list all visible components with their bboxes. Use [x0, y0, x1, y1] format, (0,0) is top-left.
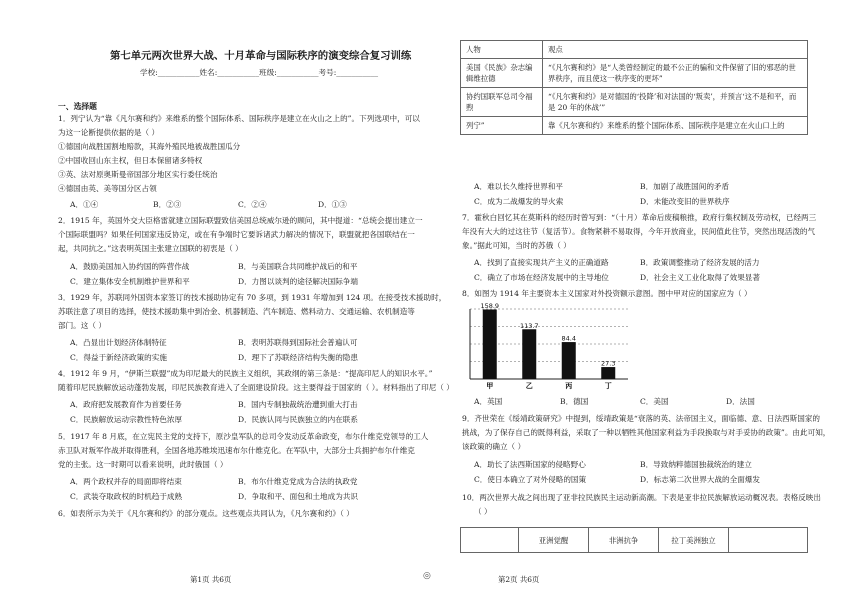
table-row — [461, 88, 808, 117]
q6-option-d[interactable]: D．未能改变旧的世界秩序 — [640, 197, 730, 206]
table-cell-asia: 亚洲觉醒 — [519, 528, 589, 553]
chart-category-label: 乙 — [525, 381, 533, 390]
chart-data-label: 113.7 — [519, 321, 539, 330]
chart-bar — [522, 329, 536, 379]
q1-option-b[interactable]: B．②③ — [153, 200, 182, 209]
q10-line1: 10．两次世界大战之间出现了亚非拉民族民主运动新高潮。下表是亚非拉民族解放运动概况表。表格反映出 — [462, 493, 821, 502]
chart-bar — [483, 309, 497, 379]
q1-statement-2: ②中国收回山东主权，但日本保留诸多特权 — [58, 156, 203, 165]
q7-option-a[interactable]: A．找到了直接实现共产主义的正确道路 — [474, 258, 609, 267]
q1-statement-4: ④德国由英、美等国分区占领 — [58, 184, 157, 193]
section-heading: 一、选择题 — [58, 102, 97, 111]
page-title: 第七单元两次世界大战、十月革命与国际秩序的演变综合复习训练 — [110, 50, 412, 62]
q3-line2: 苏联注意了项目的选择，使技术援助集中到冶金、机器制造、汽车制造、燃料动力、交通运输、农机制造等 — [58, 307, 415, 316]
page-number-left: 第1页 共6页 — [190, 575, 232, 584]
q9-line2: 挑战，为了保存自己的既得利益，采取了一种以牺牲其他国家利益为手段换取与对手妥协的政策”。由此可知， — [462, 428, 831, 437]
binding-mark-icon: ◎ — [423, 571, 431, 581]
q8-line1: 8．如图为 1914 年主要资本主义国家对外投资额示意图。图中甲对应的国家应为（ ） — [462, 289, 752, 298]
chart-bar — [562, 342, 576, 379]
table-cell-empty — [729, 528, 808, 553]
q4-line2: 随着印尼民族解放运动蓬勃发展，印尼民族教育进入了全面建设阶段。这主要得益于国家的（ ）。材料指出了印尼（ ） — [58, 383, 454, 392]
q2-option-c[interactable]: C．建立集体安全机制维护世界和平 — [70, 277, 190, 286]
table-cell-view: “《凡尔赛和约》是对德国的‘投降’和对法国的‘叛卖’，并预言‘这不是和平，而是 20 年的休战’” — [543, 88, 808, 117]
q7-line3: 象。”据此可知，当时的苏俄（ ） — [462, 241, 571, 250]
q9-option-b[interactable]: B．导致纳粹德国独裁统治的建立 — [640, 460, 752, 469]
q1-option-d[interactable]: D．①③ — [318, 200, 347, 209]
q6-option-b[interactable]: B．加剧了战胜国间的矛盾 — [640, 182, 730, 191]
table-cell-view: “《凡尔赛和约》是“人类曾经制定的最不公正的骗和文件保留了旧的邪恶的世界秩序，而且使这一秩序变的更坏” — [543, 59, 808, 88]
q8-option-c[interactable]: C．美国 — [640, 397, 669, 406]
table-cell-africa: 非洲抗争 — [589, 528, 659, 553]
q9-option-c[interactable]: C．使日本确立了对外侵略的国策 — [474, 475, 587, 484]
q2-line3: 起，共同抗之。”这表明英国主张建立国联的初衷是（ ） — [58, 244, 243, 253]
table-row — [461, 59, 808, 88]
table-cell-person: 协约国联军总司令福煦 — [461, 88, 543, 117]
q8-option-a[interactable]: A．英国 — [474, 397, 503, 406]
investment-bar-chart — [456, 303, 636, 391]
q2-line2: 个国际联盟吗？如果任何国家违反协定，或在有争端时它要诉诸武力解决的情况下，联盟就把各国联结在一 — [58, 230, 415, 239]
q5-line2: 赤卫队对叛军作战并取得胜利，全国各地苏维埃迅速布尔什维克化。在军队中，大部分士兵拥护布尔什维克 — [58, 446, 415, 455]
page-number-right: 第2页 共6页 — [498, 575, 540, 584]
chart-data-label: 158.9 — [480, 303, 500, 310]
table-row — [461, 117, 808, 135]
viewpoints-table — [460, 40, 808, 135]
q2-option-a[interactable]: A．鼓励美国加入协约国的阵营作战 — [70, 262, 190, 271]
table-cell-person: 列宁” — [461, 117, 543, 135]
q4-option-a[interactable]: A．政府把发展教育作为首要任务 — [70, 400, 182, 409]
table-cell-view: 靠《凡尔赛和约》来维系的整个国际体系、国际秩序是建立在火山口上的 — [543, 117, 808, 135]
q7-line1: 7．霍秋白回忆其在莫斯科的经历时曾写到：“（十月）革命后废稿粮推，政府行集权制及劳动权，已经两三 — [462, 213, 817, 222]
q7-line2: 年没有大大的过这往节（复活节）。食物紧耕不易取得，今年开放商业，民间值此住节，突然出现活泼的气 — [462, 227, 816, 236]
q3-option-d[interactable]: D．理下了苏联经济结构失衡的隐患 — [238, 353, 358, 362]
q4-option-b[interactable]: B．国内专制独裁统治遭到重大打击 — [238, 400, 358, 409]
chart-data-label: 84.4 — [561, 334, 576, 343]
q5-option-a[interactable]: A．两个政权并存的局面即将结束 — [70, 477, 182, 486]
chart-category-label: 丙 — [565, 381, 573, 390]
q3-line1: 3．1929 年，苏联同外国资本家签订的技术援助协定有 70 多项，到 1931 年增加到 124 项。在接受技术援助时， — [58, 293, 447, 302]
q5-option-b[interactable]: B．布尔什维克党成为合法的执政党 — [238, 477, 358, 486]
q5-option-c[interactable]: C．武装夺取政权的时机趋于成熟 — [70, 492, 183, 501]
chart-category-label: 丁 — [604, 381, 612, 390]
q10-line2: （ ） — [474, 507, 492, 516]
q6-line1: 6．如表所示为关于《凡尔赛和约》的部分观点。这些观点共同认为，《凡尔赛和约》（ ） — [58, 509, 354, 518]
q4-option-d[interactable]: D．民族认同与民族独立的内在联系 — [238, 415, 358, 424]
q6-option-a[interactable]: A．难以长久维持世界和平 — [474, 182, 564, 191]
q1-line1: 1．列宁认为“靠《凡尔赛和约》来维系的整个国际体系、国际秩序是建立在火山之上的”。下列选项中，可以 — [58, 114, 420, 123]
q3-option-c[interactable]: C．得益于新经济政策的实施 — [70, 353, 167, 362]
q1-line2: 为这一论断提供依据的是（ ） — [58, 128, 160, 137]
table-header-person: 人物 — [461, 41, 543, 59]
movements-table — [460, 527, 808, 553]
chart-bar — [601, 367, 615, 379]
q9-line3: 该政策的确立（ ） — [462, 442, 526, 451]
q5-line3: 党的主张。这一时期可以看来说明，此时俄国（ ） — [58, 460, 228, 469]
q5-line1: 5．1917 年 8 月底，在立宪民主党的支持下，原沙皇军队的总司令发动反革命政变，布尔什维克党领导的工人 — [58, 432, 429, 441]
q7-option-c[interactable]: C．确立了市场在经济发展中的主导地位 — [474, 273, 609, 282]
table-header-row — [461, 41, 808, 59]
q8-option-b[interactable]: B．德国 — [560, 397, 589, 406]
q9-option-d[interactable]: D．标志第二次世界大战的全面爆发 — [640, 475, 760, 484]
q7-option-d[interactable]: D．社会主义工业化取得了效果显著 — [640, 273, 760, 282]
q9-option-a[interactable]: A．助长了法西斯国家的侵略野心 — [474, 460, 586, 469]
table-cell-latam: 拉丁美洲独立 — [659, 528, 729, 553]
q4-option-c[interactable]: C．民族解放运动宗教性特色浓厚 — [70, 415, 183, 424]
q1-statement-1: ①德国向战胜国割地赔款，其海外殖民地被战胜国瓜分 — [58, 142, 241, 151]
q9-line1: 9．齐世荣在《绥靖政策研究》中提到，绥靖政策是“衰落的英、法帝国主义，面临德、意、日法西斯国家的 — [462, 414, 821, 423]
table-header-view: 观点 — [543, 41, 808, 59]
q3-line3: 部门。这（ ） — [58, 321, 106, 330]
chart-data-label: 27.3 — [601, 359, 616, 368]
q4-line1: 4．1912 年 9 月，“伊斯兰联盟”成为印尼最大的民族主义组织，其政纲的第三条是：“提高印尼人的知识水平。” — [58, 369, 433, 378]
q3-option-a[interactable]: A．凸显出计划经济体制特征 — [70, 338, 167, 347]
q1-option-a[interactable]: A．①④ — [70, 200, 99, 209]
q1-statement-3: ③英、法对原奥斯曼帝国部分地区实行委任统治 — [58, 170, 218, 179]
q2-option-d[interactable]: D．力图以谈判的途径解决国际争端 — [238, 277, 358, 286]
table-cell-person: 美国《民族》杂志编辑维拉德 — [461, 59, 543, 88]
q2-line1: 2．1915 年，英国外交大臣格雷就建立国际联盟致信美国总统威尔逊的顾问，其中提道：“总统会提出建立一 — [58, 216, 423, 225]
q3-option-b[interactable]: B．表明苏联得到国际社会普遍认可 — [238, 338, 358, 347]
student-info-line: 学校:___________姓名:___________班级:___________考号:___________ — [140, 68, 379, 77]
q2-option-b[interactable]: B．与美国联合共同维护战后的和平 — [238, 262, 358, 271]
table-cell-empty — [461, 528, 519, 553]
q1-option-c[interactable]: C．②④ — [238, 200, 267, 209]
q6-option-c[interactable]: C．成为二战爆发的导火索 — [474, 197, 564, 206]
q8-option-d[interactable]: D．法国 — [726, 397, 755, 406]
chart-category-label: 甲 — [486, 381, 494, 390]
q5-option-d[interactable]: D．争取和平、面包和土地成为共识 — [238, 492, 358, 501]
q7-option-b[interactable]: B．政策调整推动了经济发展的活力 — [640, 258, 760, 267]
table-row — [461, 528, 808, 553]
